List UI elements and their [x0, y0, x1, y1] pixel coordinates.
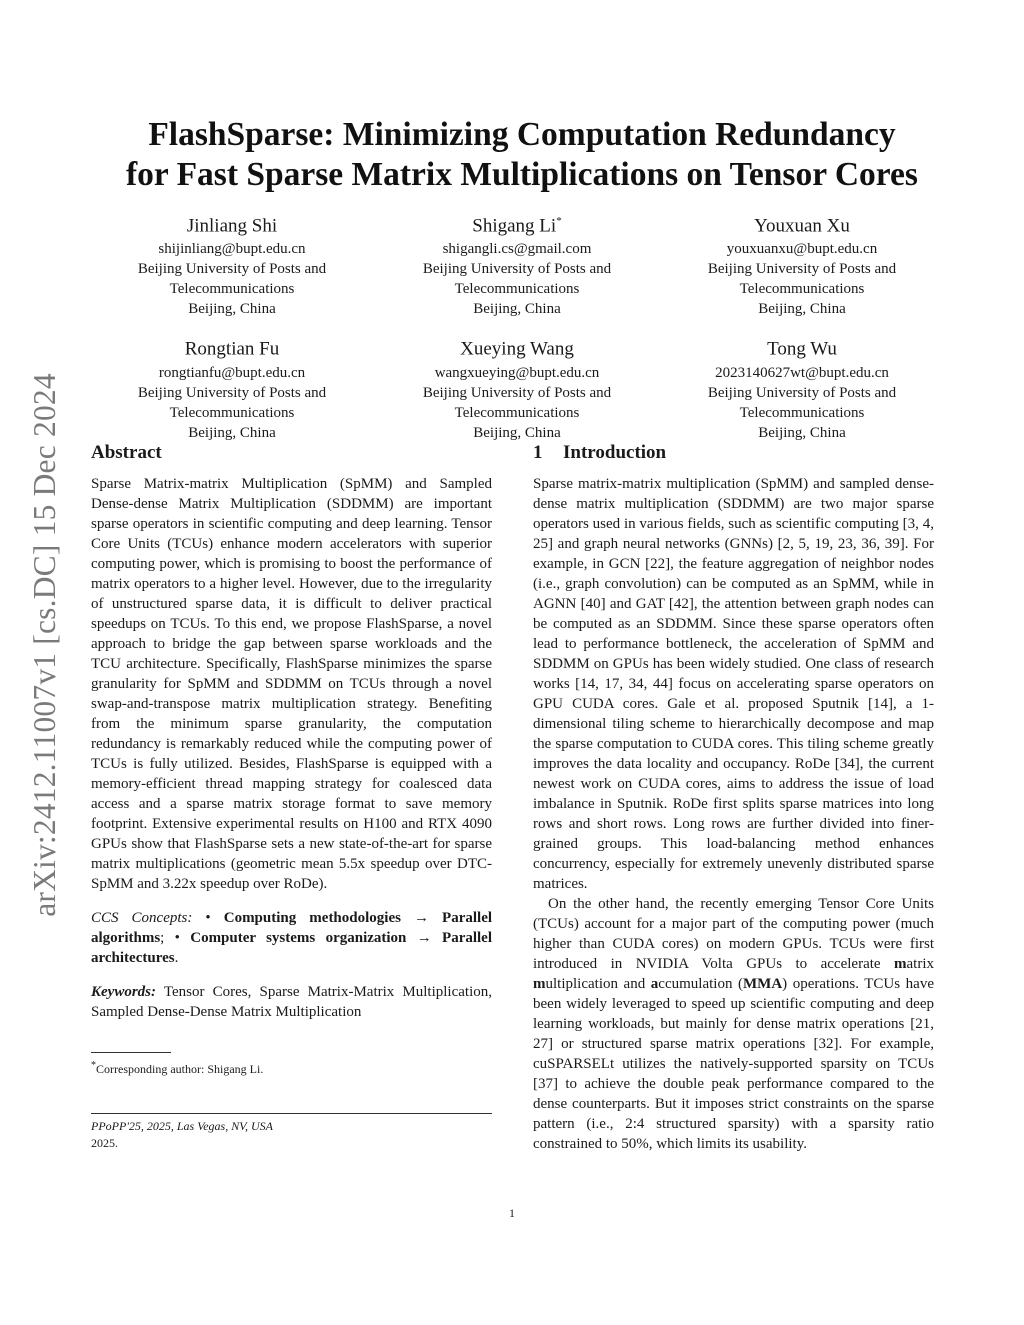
footnote: *Corresponding author: Shigang Li.: [91, 1060, 264, 1076]
author-row-2: [92, 331, 942, 442]
author-affiliation: Beijing University of Posts and: [422, 261, 612, 278]
author-name: Shigang Li*: [472, 215, 562, 237]
author-affiliation: Beijing University of Posts and: [707, 261, 897, 278]
author-card: [92, 331, 372, 442]
author-affiliation: Beijing University of Posts and: [137, 384, 327, 401]
author-block: [92, 208, 942, 443]
author-location: Beijing, China: [188, 301, 276, 318]
intro-paragraph-1: Sparse matrix-matrix multiplication (SpMM) and sampled dense-dense matrix multiplication (SDDMM) are two major sparse operators used in various fields, such as scientific computing [3, 4, 25] and graph neural networks (GNNs) [2, 5, 19, 23, 36, 39]. For example, in GCN [22], the feature aggregation of neighbor nodes (i.e., graph convolution) can be computed as an SpMM, while in AGNN [40] and GAT [42], the attention between graph nodes can be computed as an SDDMM. Since these sparse operators often lead to performance bottleneck, the acceleration of SpMM and SDDMM on GPUs has been widely studied. One class of research works [14, 17, 34, 44] focus on accelerating sparse operators on GPU CUDA cores. Gale et al. proposed Sputnik [14], a 1-dimensional tiling scheme to hierarchically decompose and map the sparse computation to CUDA cores. This tiling scheme greatly improves the data locality and occupancy. RoDe [34], the current newest work on CUDA cores, aims to address the issue of load imbalance in Sputnik. RoDe first splits sparse matrices into long rows and short rows. Long rows are further divided into finer-grained groups. This load-balancing method enhances concurrency, especially for extremely unevenly distributed sparse matrices.: [533, 476, 934, 892]
author-affiliation: Beijing University of Posts and: [137, 261, 327, 278]
section-number: 1: [533, 442, 543, 463]
author-email: 2023140627wt@bupt.edu.cn: [715, 364, 889, 381]
author-name: Rongtian Fu: [184, 338, 280, 360]
author-affiliation: Telecommunications: [739, 281, 865, 298]
author-name: Tong Wu: [767, 338, 837, 360]
author-row-1: [92, 208, 942, 319]
right-column: [533, 440, 934, 1154]
corresponding-mark: *: [556, 215, 562, 227]
publication-year: 2025.: [91, 1136, 118, 1150]
abstract-text: Sparse Matrix-matrix Multiplication (SpMM) and Sampled Dense-dense Matrix Multiplication (SDDMM) are important sparse operators in scientific computing and deep learning. Tensor Core Units (TCUs) enhance modern accelerators with superior computing power, which is promising to boost the performance of matrix operators to a higher level. However, due to the irregularity of unstructured sparse data, it is difficult to deliver practical speedups on TCUs. To this end, we propose FlashSparse, a novel approach to bridge the gap between sparse workloads and the TCU architecture. Specifically, FlashSparse minimizes the sparse granularity for SpMM and SDDMM on TCUs through a novel swap-and-transpose matrix multiplication strategy. Benefiting from the minimum sparse granularity, the computation redundancy is remarkably reduced while the computing power of TCUs is fully utilized. Besides, FlashSparse is equipped with a memory-efficient thread mapping strategy for coalesced data access and a sparse matrix storage format to save memory footprint. Extensive experimental results on H100 and RTX 4090 GPUs show that FlashSparse sets a new state-of-the-art for sparse matrix multiplications (geometric mean 5.5x speedup over DTC-SpMM and 3.22x speedup over RoDe).: [91, 476, 492, 892]
author-card: [92, 208, 372, 319]
left-column: [91, 440, 492, 1152]
intro-paragraph-2: On the other hand, the recently emerging Tensor Core Units (TCUs) account for a major part of the computing power (much higher than CUDA cores) on modern GPUs. TCUs were first introduced in NVIDIA Volta GPUs to accelerate matrix multiplication and accumulation (MMA) operations. TCUs have been widely leveraged to speed up scientific computing and deep learning workloads, but mainly for dense matrix operations [21, 27] or structured sparse matrix operations [32]. For example, cuSPARSELt utilizes the natively-supported sparsity on TCUs [37] to achieve the double peak performance compared to the dense counterparts. But it imposes strict constraints on the sparse pattern (i.e., 2:4 structured sparsity) with a sparsity ratio constrained to 50%, which limits its usability.: [533, 896, 934, 1152]
author-name: Youxuan Xu: [754, 215, 850, 237]
page-number: 1: [509, 1206, 515, 1220]
author-name: Xueying Wang: [460, 338, 574, 360]
author-email: shijinliang@bupt.edu.cn: [158, 241, 306, 258]
author-affiliation: Telecommunications: [454, 281, 580, 298]
author-affiliation: Telecommunications: [739, 404, 865, 421]
abstract-heading: Abstract: [91, 442, 162, 463]
author-affiliation: Telecommunications: [169, 281, 295, 298]
author-card: [377, 331, 657, 442]
paper-title: [60, 115, 984, 195]
keywords-text: Tensor Cores, Sparse Matrix-Matrix Multiplication, Sampled Dense-Dense Matrix Multiplication: [91, 984, 492, 1020]
conference-divider: [91, 1113, 492, 1114]
author-affiliation: Telecommunications: [454, 404, 580, 421]
author-affiliation: Telecommunications: [169, 404, 295, 421]
author-email: shigangli.cs@gmail.com: [442, 241, 592, 258]
author-location: Beijing, China: [758, 301, 846, 318]
title-line-1: FlashSparse: Minimizing Computation Redundancy: [148, 116, 896, 153]
author-name: Jinliang Shi: [186, 215, 278, 237]
author-location: Beijing, China: [758, 424, 846, 441]
ccs-concepts: CCS Concepts: • Computing methodologies → Parallel algorithms; • Computer systems organization → Parallel architectures.: [91, 910, 493, 966]
author-location: Beijing, China: [473, 424, 561, 441]
arxiv-identifier: [22, 350, 68, 940]
keywords: [91, 982, 492, 1022]
introduction-heading: 1 Introduction: [533, 440, 934, 466]
author-location: Beijing, China: [473, 301, 561, 318]
conference-info: PPoPP'25, 2025, Las Vegas, NV, USA: [91, 1119, 274, 1133]
arxiv-identifier-text: arXiv:2412.11007v1 [cs.DC] 15 Dec 2024: [27, 373, 62, 917]
title-line-2: for Fast Sparse Matrix Multiplications on Tensor Cores: [126, 156, 918, 193]
keywords-label: Keywords:: [91, 984, 156, 1000]
author-affiliation: Beijing University of Posts and: [422, 384, 612, 401]
author-email: rongtianfu@bupt.edu.cn: [158, 364, 306, 381]
ccs-label: CCS Concepts:: [91, 910, 193, 926]
author-card: [377, 208, 657, 319]
footnote-divider: [91, 1052, 171, 1053]
author-affiliation: Beijing University of Posts and: [707, 384, 897, 401]
author-card: [662, 331, 942, 442]
author-email: wangxueying@bupt.edu.cn: [434, 364, 600, 381]
author-email: youxuanxu@bupt.edu.cn: [726, 241, 878, 258]
author-card: [662, 208, 942, 319]
author-location: Beijing, China: [188, 424, 276, 441]
